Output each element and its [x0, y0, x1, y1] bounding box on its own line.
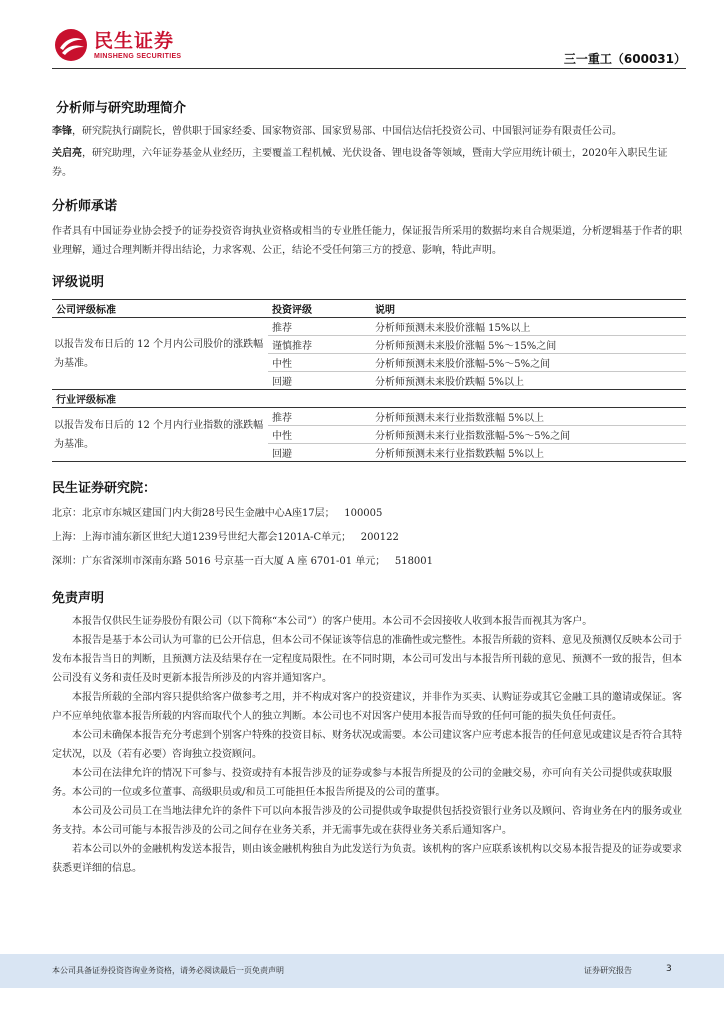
- address-city: 上海：: [52, 532, 82, 543]
- col-description: 说明: [371, 300, 686, 318]
- disclaimer-paragraph: 本公司在法律允许的情况下可参与、投资或持有本报告涉及的证券或参与本报告所提及的公司的金融交易，亦可向有关公司提供或获取服务。本公司的一位或多位董事、高级职员或/和员工可能担任本报告所提及的公司的董事。: [52, 768, 672, 798]
- desc-cell: 分析师预测未来行业指数跌幅 5%以上: [371, 444, 686, 462]
- rating-cell: 谨慎推荐: [268, 336, 371, 354]
- col-company-standard: 公司评级标准: [52, 300, 268, 318]
- rating-table: [52, 299, 686, 462]
- header-divider: [52, 68, 686, 69]
- industry-basis: 以报告发布日后的 12 个月内行业指数的涨跌幅为基准。: [52, 408, 268, 462]
- address-city: 北京：: [52, 508, 82, 519]
- rating-cell: 回避: [268, 444, 371, 462]
- company-basis: 以报告发布日后的 12 个月内公司股价的涨跌幅为基准。: [52, 318, 268, 390]
- institute-title: 民生证券研究院：: [52, 481, 157, 496]
- address-line: [52, 554, 686, 570]
- table-row: [52, 408, 686, 426]
- col-rating: 投资评级: [268, 300, 371, 318]
- page-number: 3: [666, 964, 672, 974]
- desc-cell: 分析师预测未来行业指数涨幅 5%以上: [371, 408, 686, 426]
- address-city: 深圳：: [52, 556, 82, 567]
- commitment-title: 分析师承诺: [52, 199, 118, 214]
- rating-title: 评级说明: [52, 275, 105, 290]
- analyst-bio: [52, 122, 686, 141]
- address-zip: 518001: [394, 556, 434, 567]
- report-content: [52, 97, 686, 878]
- company-logo: [54, 28, 181, 62]
- disclaimer-body: [52, 612, 686, 878]
- rating-cell: 回避: [268, 372, 371, 390]
- rating-table-header: [52, 300, 686, 318]
- logo-chinese-name: 民生证券: [94, 29, 175, 52]
- assistant-bio-text: ，研究助理，六年证券基金从业经历，主要覆盖工程机械、光伏设备、锂电设备等领域，暨南大学应用统计硕士，2020年入职民生证券。: [52, 148, 668, 178]
- desc-cell: 分析师预测未来股价跌幅 5%以上: [371, 372, 686, 390]
- analyst-section-title: 分析师与研究助理简介: [56, 101, 187, 116]
- disclaimer-paragraph: 本公司及公司员工在当地法律允许的条件下可以向本报告涉及的公司提供或争取提供包括投资银行业务以及顾问、咨询业务在内的服务或业务支持。本公司可能与本报告涉及的公司之间存在业务关系，并无需事先或在获得业务关系后通知客户。: [52, 806, 682, 836]
- address-text: 上海市浦东新区世纪大道1239号世纪大都会1201A-C单元；: [82, 532, 352, 543]
- desc-cell: 分析师预测未来股价涨幅-5%～5%之间: [371, 354, 686, 372]
- disclaimer-paragraph: 本报告是基于本公司认为可靠的已公开信息，但本公司不保证该等信息的准确性或完整性。本报告所载的资料、意见及预测仅反映本公司于发布本报告当日的判断，且预测方法及结果存在一定程度局限性。在不同时期，本公司可发出与本报告所刊载的意见、预测不一致的报告，但本公司没有义务和责任及时更新本报告所涉及的内容并通知客户。: [52, 635, 682, 684]
- stock-name: 三一重工（600031）: [563, 52, 686, 66]
- commitment-text: 作者具有中国证券业协会授予的证券投资咨询执业资格或相当的专业胜任能力，保证报告所采用的数据均来自合规渠道，分析逻辑基于作者的职业理解，通过合理判断并得出结论，力求客观、公正，结论不受任何第三方的授意、影响，特此声明。: [52, 226, 682, 256]
- address-line: [52, 530, 686, 546]
- analyst-name: 李锋: [52, 126, 72, 137]
- industry-standard-label: 行业评级标准: [52, 390, 268, 408]
- assistant-name: 关启亮: [52, 148, 82, 159]
- desc-cell: 分析师预测未来行业指数涨幅-5%～5%之间: [371, 426, 686, 444]
- logo-english-name: MINSHENG SECURITIES: [94, 52, 182, 60]
- disclaimer-paragraph: 本报告所载的全部内容只提供给客户做参考之用，并不构成对客户的投资建议，并非作为买卖、认购证券或其它金融工具的邀请或保证。客户不应单纯依靠本报告所载的内容而取代个人的独立判断。本公司也不对因客户使用本报告而导致的任何可能的损失负任何责任。: [52, 692, 682, 722]
- desc-cell: 分析师预测未来股价涨幅 15%以上: [371, 318, 686, 336]
- analyst-bio-text: ，研究院执行副院长，曾供职于国家经委、国家物资部、国家贸易部、中国信达信托投资公司、中国银河证券有限责任公司。: [72, 126, 622, 137]
- footer-report-type: 证券研究报告: [584, 966, 632, 975]
- industry-standard-header: [52, 390, 686, 408]
- table-row: [52, 318, 686, 336]
- page-footer: [0, 954, 724, 988]
- assistant-bio: [52, 144, 686, 182]
- disclaimer-paragraph: 本报告仅供民生证券股份有限公司（以下简称“本公司”）的客户使用。本公司不会因接收人收到本报告而视其为客户。: [72, 616, 593, 627]
- rating-cell: 中性: [268, 354, 371, 372]
- minsheng-logo-icon: [54, 28, 88, 62]
- rating-cell: 中性: [268, 426, 371, 444]
- disclaimer-paragraph: 本公司未确保本报告充分考虑到个别客户特殊的投资目标、财务状况或需要。本公司建议客户应考虑本报告的任何意见或建议是否符合其特定状况，以及（若有必要）咨询独立投资顾问。: [52, 730, 682, 760]
- address-zip: 100005: [344, 508, 383, 519]
- address-text: 广东省深圳市深南东路 5016 号京基一百大厦 A 座 6701-01 单元；: [82, 556, 386, 567]
- rating-cell: 推荐: [268, 408, 371, 426]
- footer-notice: 本公司具备证券投资咨询业务资格，请务必阅读最后一页免责声明: [52, 966, 284, 975]
- address-text: 北京市东城区建国门内大街28号民生金融中心A座17层；: [82, 508, 335, 519]
- desc-cell: 分析师预测未来股价涨幅 5%～15%之间: [371, 336, 686, 354]
- address-zip: 200122: [360, 532, 399, 543]
- disclaimer-title: 免责声明: [52, 591, 105, 606]
- rating-cell: 推荐: [268, 318, 371, 336]
- disclaimer-paragraph: 若本公司以外的金融机构发送本报告，则由该金融机构独自为此发送行为负责。该机构的客户应联系该机构以交易本报告提及的证券或要求获悉更详细的信息。: [52, 844, 682, 874]
- address-line: [52, 506, 686, 522]
